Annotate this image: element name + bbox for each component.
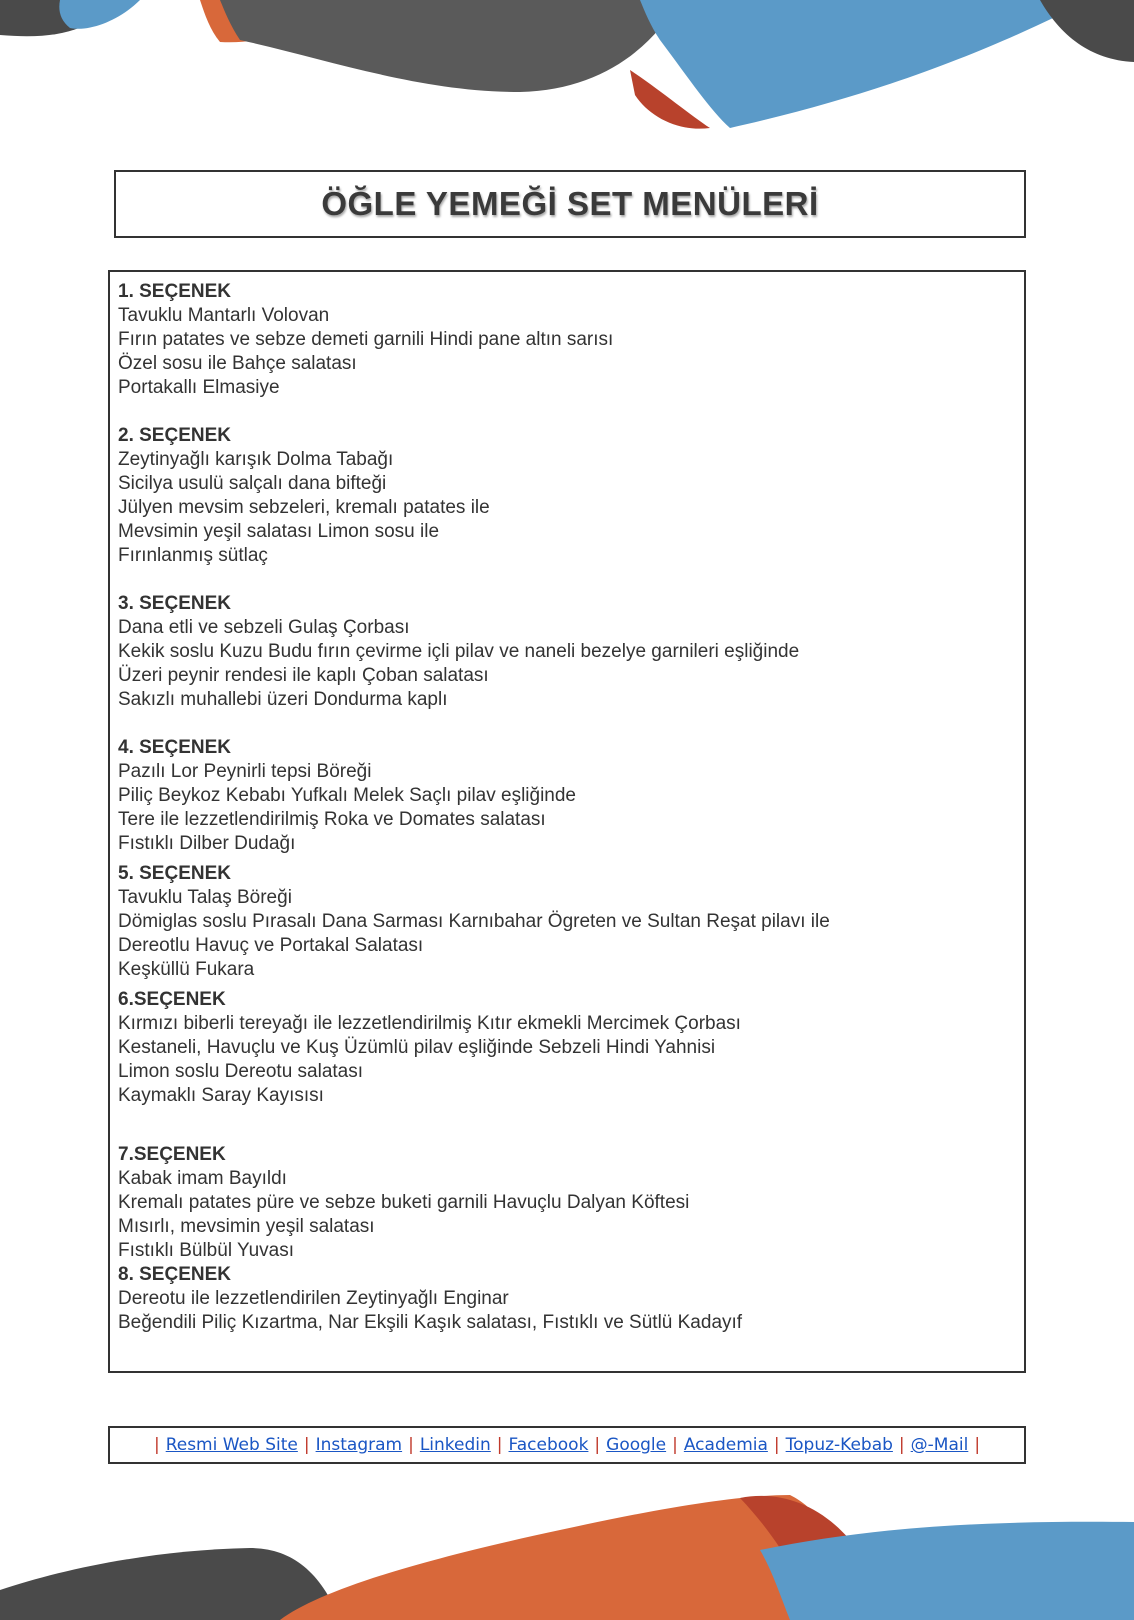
- dish-item: Keşküllü Fukara: [118, 959, 255, 980]
- link-google[interactable]: Google: [606, 1435, 667, 1455]
- link-separator: |: [672, 1435, 678, 1455]
- dish-item: Üzeri peynir rendesi ile kaplı Çoban salatası: [118, 665, 489, 686]
- option-title: 3. SEÇENEK: [118, 593, 231, 614]
- option-title: 7.SEÇENEK: [118, 1144, 226, 1165]
- menu-option-4: [118, 736, 1018, 856]
- dish-item: Beğendili Piliç Kızartma, Nar Ekşili Kaşık salatası, Fıstıklı ve Sütlü Kadayıf: [118, 1312, 743, 1333]
- menu-options-box: [108, 270, 1026, 1373]
- option-title: 1. SEÇENEK: [118, 281, 231, 302]
- option-title: 5. SEÇENEK: [118, 863, 231, 884]
- bottom-wave-orange: [280, 1495, 850, 1620]
- bottom-wave-decoration: [0, 1470, 1134, 1620]
- dish-item: Dana etli ve sebzeli Gulaş Çorbası: [118, 617, 410, 638]
- top-wave-dark-right: [1040, 0, 1134, 62]
- top-wave-dark-left: [0, 0, 120, 36]
- top-wave-orange: [200, 0, 330, 42]
- link-separator: |: [974, 1435, 981, 1455]
- dish-item: Mevsimin yeşil salatası Limon sosu ile: [118, 521, 440, 542]
- option-title: 6.SEÇENEK: [118, 989, 226, 1010]
- link-separator: |: [594, 1435, 601, 1455]
- dish-item: Dereotu ile lezzetlendirilen Zeytinyağlı Enginar: [118, 1288, 509, 1309]
- dish-item: Limon soslu Dereotu salatası: [118, 1061, 364, 1082]
- top-wave-blue-left: [59, 0, 140, 29]
- dish-item: Dömiglas soslu Pırasalı Dana Sarması Karnıbahar Ögreten ve Sultan Reşat pilavı ile: [118, 911, 830, 932]
- dish-item: Piliç Beykoz Kebabı Yufkalı Melek Saçlı pilav eşliğinde: [118, 785, 577, 806]
- footer-links-bar: [108, 1426, 1026, 1464]
- dish-item: Pazılı Lor Peynirli tepsi Böreği: [118, 761, 372, 782]
- top-wave-blue: [640, 0, 1090, 128]
- dish-item: Tere ile lezzetlendirilmiş Roka ve Domates salatası: [118, 809, 546, 830]
- menu-option-8: [118, 1263, 1018, 1335]
- dish-item: Dereotlu Havuç ve Portakal Salatası: [118, 935, 424, 956]
- link-separator: |: [408, 1435, 414, 1455]
- dish-item: Sicilya usulü salçalı dana bifteği: [118, 473, 387, 494]
- bottom-wave-dark-left: [0, 1548, 340, 1620]
- menu-option-7: [118, 1143, 1018, 1263]
- dish-item: Kabak imam Bayıldı: [118, 1168, 287, 1189]
- top-wave-red: [630, 70, 710, 129]
- menu-option-1: [118, 280, 1018, 400]
- bottom-wave-blue: [760, 1522, 1134, 1620]
- top-wave-gray: [220, 0, 680, 92]
- link-email[interactable]: @-Mail: [910, 1435, 969, 1455]
- link-separator: |: [303, 1435, 310, 1455]
- link-topuz-kebab[interactable]: Topuz-Kebab: [785, 1435, 893, 1455]
- dish-item: Fırınlanmış sütlaç: [118, 545, 268, 566]
- dish-item: Jülyen mevsim sebzeleri, kremalı patates ile: [118, 497, 490, 518]
- link-linkedin[interactable]: Linkedin: [419, 1435, 491, 1455]
- top-wave-decoration: [0, 0, 1134, 140]
- dish-item: Fırın patates ve sebze demeti garnili Hindi pane altın sarısı: [118, 329, 614, 350]
- dish-item: Tavuklu Mantarlı Volovan: [118, 305, 330, 326]
- dish-item: Özel sosu ile Bahçe salatası: [118, 353, 357, 374]
- dish-item: Sakızlı muhallebi üzeri Dondurma kaplı: [118, 689, 448, 710]
- dish-item: Tavuklu Talaş Böreği: [118, 887, 292, 908]
- dish-item: Mısırlı, mevsimin yeşil salatası: [118, 1216, 375, 1237]
- link-separator: |: [898, 1435, 905, 1455]
- dish-item: Zeytinyağlı karışık Dolma Tabağı: [118, 449, 394, 470]
- dish-item: Kekik soslu Kuzu Budu fırın çevirme içli pilav ve naneli bezelye garnileri eşliğinde: [118, 641, 800, 662]
- menu-option-3: [118, 592, 1018, 712]
- link-separator: |: [773, 1435, 780, 1455]
- link-instagram[interactable]: Instagram: [315, 1435, 403, 1455]
- dish-item: Kırmızı biberli tereyağı ile lezzetlendirilmiş Kıtır ekmekli Mercimek Çorbası: [118, 1013, 741, 1034]
- option-title: 8. SEÇENEK: [118, 1264, 231, 1285]
- dish-item: Kestaneli, Havuçlu ve Kuş Üzümlü pilav eşliğinde Sebzeli Hindi Yahnisi: [118, 1037, 716, 1058]
- link-separator: |: [153, 1435, 160, 1455]
- bottom-wave-red: [740, 1496, 870, 1620]
- link-official-website[interactable]: Resmi Web Site: [165, 1435, 298, 1455]
- option-title: 4. SEÇENEK: [118, 737, 231, 758]
- link-facebook[interactable]: Facebook: [508, 1435, 589, 1455]
- menu-option-6: [118, 988, 1018, 1108]
- dish-item: Kremalı patates püre ve sebze buketi garnili Havuçlu Dalyan Köftesi: [118, 1192, 690, 1213]
- menu-option-2: [118, 424, 1018, 568]
- link-separator: |: [496, 1435, 503, 1455]
- dish-item: Kaymaklı Saray Kayısısı: [118, 1085, 324, 1106]
- title-box: [114, 170, 1026, 238]
- dish-item: Fıstıklı Bülbül Yuvası: [118, 1240, 295, 1261]
- menu-option-5: [118, 862, 1018, 982]
- option-title: 2. SEÇENEK: [118, 425, 231, 446]
- dish-item: Portakallı Elmasiye: [118, 377, 280, 398]
- link-academia[interactable]: Academia: [683, 1435, 768, 1455]
- page-title: ÖĞLE YEMEĞİ SET MENÜLERİ: [321, 185, 819, 222]
- dish-item: Fıstıklı Dilber Dudağı: [118, 833, 296, 854]
